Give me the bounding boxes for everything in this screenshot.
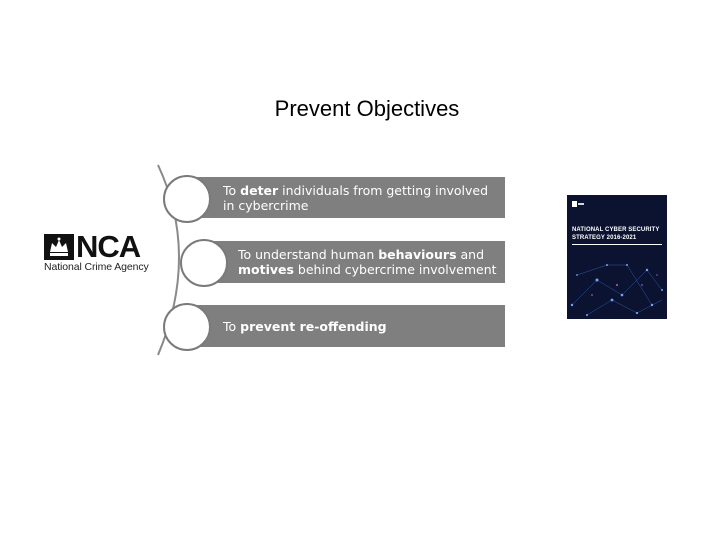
objective-3-marker [163,303,211,351]
objective-3-text: To prevent re-offending [223,318,387,334]
objective-3 [187,305,505,347]
objective-2 [204,241,505,283]
slide-title: Prevent Objectives [274,96,460,121]
report-cover-title-line2: STRATEGY 2016-2021 [572,235,637,241]
crown-icon [44,234,74,260]
objective-1-text: To deter individuals from getting involved in cybercrime [223,182,489,213]
strategy-report-cover [567,195,667,319]
objective-2-text: To understand human behaviours and motives behind cybercrime involvement [238,247,497,277]
report-cover-title [572,226,659,242]
nca-logo-letters: NCA [76,229,141,264]
objective-1 [187,177,505,218]
objective-2-marker [180,239,228,287]
nca-logo-name: National Crime Agency [44,261,149,273]
report-cover-title-line1: NATIONAL CYBER SECURITY [572,227,660,233]
crest-icon [572,201,584,211]
network-graphic [567,245,667,319]
objective-1-marker [163,175,211,223]
